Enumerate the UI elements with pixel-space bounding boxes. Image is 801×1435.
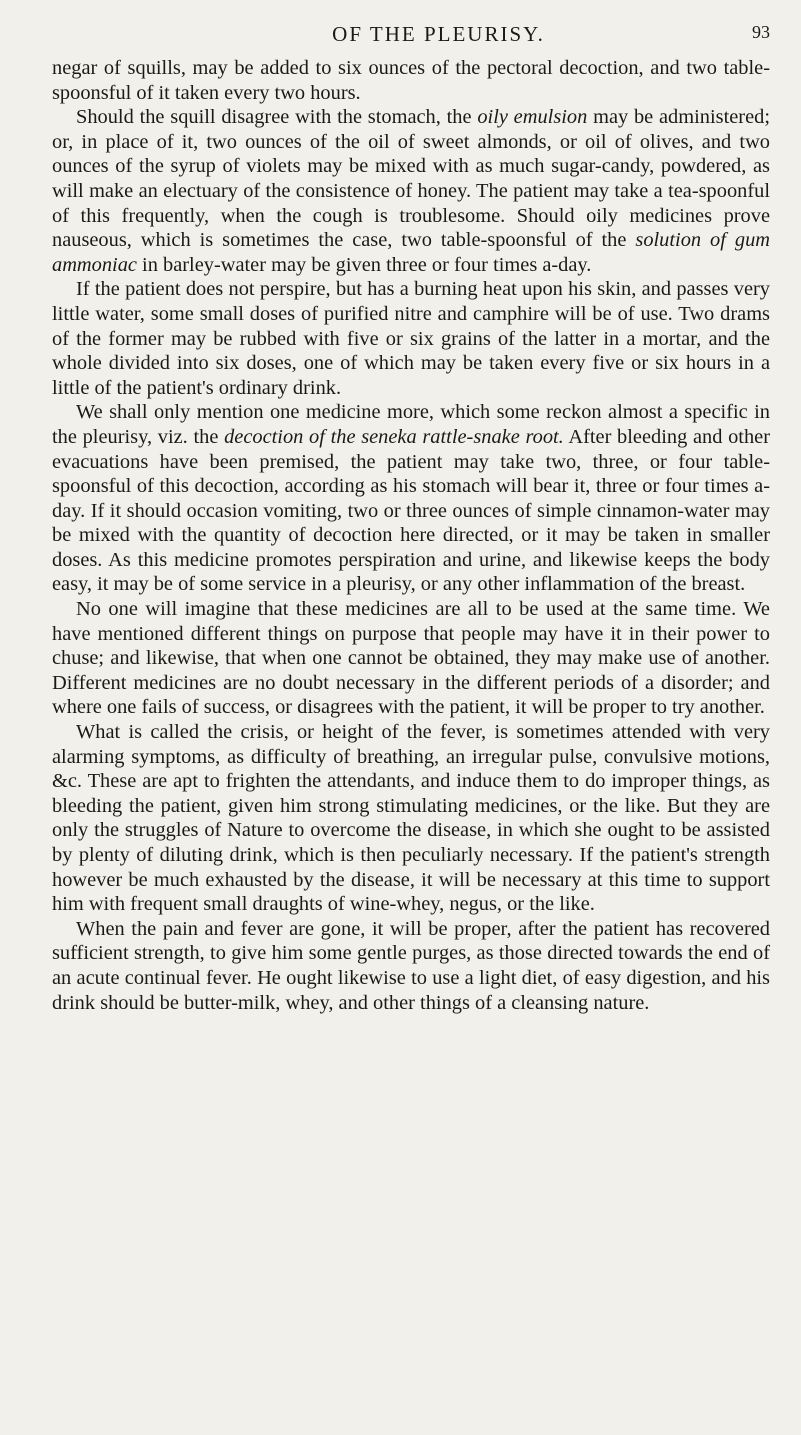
paragraph-text: If the patient does not perspire, but has a burning heat upon his skin, and passes very little water, some small doses of purified nitre and camphire will be of use. Two drams of the former may be rubbed with five or six grains of the latter in a mortar, and the whole divided into six doses, one of which may be taken every five or six hours in a little of the patient's ordinary drink. <box>52 278 770 399</box>
paragraph-text: in barley-water may be given three or four times a-day. <box>136 253 592 276</box>
paragraph-text: Should the squill disagree with the stomach, the <box>76 106 478 129</box>
paragraph-text: What is called the crisis, or height of the fever, is sometimes attended with very alarming symptoms, as difficulty of breathing, an irregular pulse, convulsive motions, &c. These are apt to frighten the attendants, and induce them to do improper things, as bleeding the patient, given him strong stimulating medicines, or the like. But they are only the struggles of Nature to overcome the disease, in which she ought to be assisted by plenty of diluting drink, which is then peculiarly necessary. If the patient's strength however be much exhausted by the disease, it will be necessary at this time to support him with frequent small draughts of wine-whey, negus, or the like. <box>52 721 770 916</box>
paragraph-1 <box>52 56 770 105</box>
running-head <box>52 22 770 56</box>
italic-term-oily-emulsion: oily emulsion <box>477 106 588 129</box>
paragraph-7 <box>52 917 770 1015</box>
book-page <box>52 22 770 1417</box>
paragraph-text: may be administered; or, in place of it, two ounces of the oil of sweet almonds, or oil of olives, and two ounces of the syrup of violets may be mixed with as much sugar-candy, powdered, as will make an electuary of the consistence of honey. The patient may take a tea-spoonful of this frequently, when the cough is troublesome. Should oily medicines prove nauseous, which is sometimes the case, two table-spoonsful of the <box>52 106 770 252</box>
paragraph-5 <box>52 597 770 720</box>
page-number: 93 <box>752 22 770 42</box>
paragraph-text: When the pain and fever are gone, it will be proper, after the patient has recovered sufficient strength, to give him some gentle purges, as those directed towards the end of an acute continual fever. He ought likewise to use a light diet, of easy digestion, and his drink should be butter-milk, whey, and other things of a cleansing nature. <box>52 917 770 1014</box>
paragraph-text: After bleeding and other evacuations have been premised, the patient may take two, three, or four table-spoonsful of this decoction, according as his stomach will bear it, three or four times a-day. If it should occasion vomiting, two or three ounces of simple cinnamon-water may be mixed with the quantity of decoction here directed, or it may be taken in smaller doses. As this medicine promotes perspiration and urine, and likewise keeps the body easy, it may be of some service in a pleurisy, or any other inflammation of the breast. <box>52 425 770 596</box>
paragraph-text: negar of squills, may be added to six ounces of the pectoral decoction, and two table-spoonsful of it taken every two hours. <box>52 57 770 104</box>
italic-term-gum-ammoniac: solution of gum ammoniac <box>52 229 770 276</box>
paragraph-3 <box>52 277 770 400</box>
italic-term-seneka: decoction of the seneka rattle-snake root. <box>224 425 564 448</box>
paragraph-4 <box>52 400 770 597</box>
paragraph-text: No one will imagine that these medicines are all to be used at the same time. We have mentioned different things on purpose that people may have it in their power to chuse; and likewise, that when one cannot be obtained, they may make use of another. Different medicines are no doubt necessary in the different periods of a disorder; and where one fails of success, or disagrees with the patient, it will be proper to try another. <box>52 598 770 719</box>
paragraph-2 <box>52 105 770 277</box>
running-title: OF THE PLEURISY. <box>332 22 545 46</box>
paragraph-6 <box>52 720 770 917</box>
body-text <box>52 56 770 1015</box>
paragraph-text: We shall only mention one medicine more, which some reckon almost a specific in the pleurisy, viz. the <box>52 401 770 448</box>
